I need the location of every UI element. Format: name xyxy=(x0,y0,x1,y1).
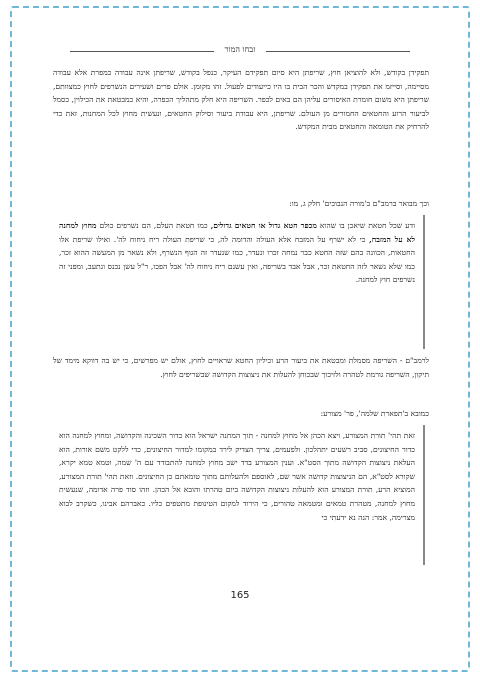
quote-block-1 xyxy=(55,215,425,349)
quote-intro-2: כמובא ב'תפארת שלמה', פר' מצורע: xyxy=(320,409,429,418)
quote-1-lead: ודע שכל חטאת שיאכן בו שהוא xyxy=(319,221,416,230)
quote-1-bold-1: מכפר חטא גדול או חטאים גדולים, xyxy=(210,221,317,230)
page-number: 165 xyxy=(230,590,250,601)
paragraph-2: לרמב"ם - השריפה מסמלת ומבטאת את ביעור הרע וכיליון החטא שראויים לחוץ, אולם יש מפרשים, כי יש בה דווקא מימד של תיקון, השריפה גורמת לטהרה ולזיכוך שבכוחן להעלות את ניצוצות הקדושה שבשריפים לחוץ. xyxy=(53,356,429,379)
quote-block-2 xyxy=(55,425,425,565)
quote-1-text xyxy=(59,219,415,287)
running-header: זבחו המור xyxy=(214,44,266,56)
quote-1-rest: כי לא ישרף על המזבח אלא העולה והדומה לה, כי שריפת העולה ריח ניחוח לה'. ואילו שריפת אלו החטאות, הכוונה בהם שזה החטא כבר נמחה זכרו ונעדר, כמו שנעדר זה הגוף הנשרף, ולא נשאר מן המעשה ההוא זכר, כמו שלא נשאר לזה החטאת זכר, אבל אבד בשריפה, ואין עשנם ריח ניחוח לה' אבל הפכו, ר"ל עשן נכנס ונתעב, ומפני זה נשרפים חוץ למחנה. xyxy=(59,234,415,285)
quote-1-mid: כמו חטאת העלם, הם נשרפים כולם xyxy=(99,221,208,230)
paragraph-1: תפקידן בקודש, ולא להוציאן חוץ, שריפתן היא סיום תפקידם העיקר, כנפל בקודש, שריפתן אינה עבודה כמפרת אלא עבודה מסיימה, וסייזמ את תפקידן במקדש והכר הבית בו היו כייעודים לפעול. זהו מקומן. אולם פרים ושעירים הנשרפים לחוץ כמצוותם, שריפתן היא משום חומרת האיסורים עליהן הם באים לכפר. השריפה היא חלק מתהליך הכפרה, והיא כמבטאת את הכילוין, כסמל לביעור הרוע והחטאים החמורים מן העולם. שריפתן, היא עבודת ביעור וסילוק החטאים, ונעשית מחוץ לכל המחנות, זאת כדי להרחיק את הטומאה והחטאים מבית המקדש. xyxy=(53,68,429,132)
quote-1-bold-2: מחוץ למחנה לא על המזבח, xyxy=(59,221,415,244)
quote-2-text: זאת תהי' תורת המצורע, ויצא הכהן אל מחוץ למחנה - תוך המחנה ישראל הוא כדור השכינה והקדושה, ומחוץ למחנה הוא כדור החיצונים, סביב רשעים יתהלכון. ולפעמים, צריך הצדיק לירד במקומו למדור החיצונים, כדי ללקט משם אורות, הוא העלאת ניצוצות הקדושה מתוך הסט"א. וענין המצורע בדד ישב מחוץ למחנה להתבודד עם ה' שמה, וטמא טמא יקרא, שקורא לסט"א, הם הניצוצות קדושה אשר שם, לאוספם ולהעלותם מתוך טומאתם כן החיצונים. וזאת תהי' תורת המצורע, המוציא הרע, תורת המצורע הוא להעלות ניצוצות הקדושה ביום טהרתו והובא אל הכהן. וזהו סוד פרה אדומה, שנעשית מחוץ למחנה, מטהרת טמאים ומטמאה טהורים, כי הירוד למקום הטינופת מתטפים כליו. כאברהם אבינו, כשקרב לבוא מצרימה, אמר: הנה נא ידעתי כי xyxy=(59,431,415,522)
quote-intro-1: וכך מבואר ברמב"ם ב'מורה הנבוכים' חלק ג, מו: xyxy=(289,199,429,208)
